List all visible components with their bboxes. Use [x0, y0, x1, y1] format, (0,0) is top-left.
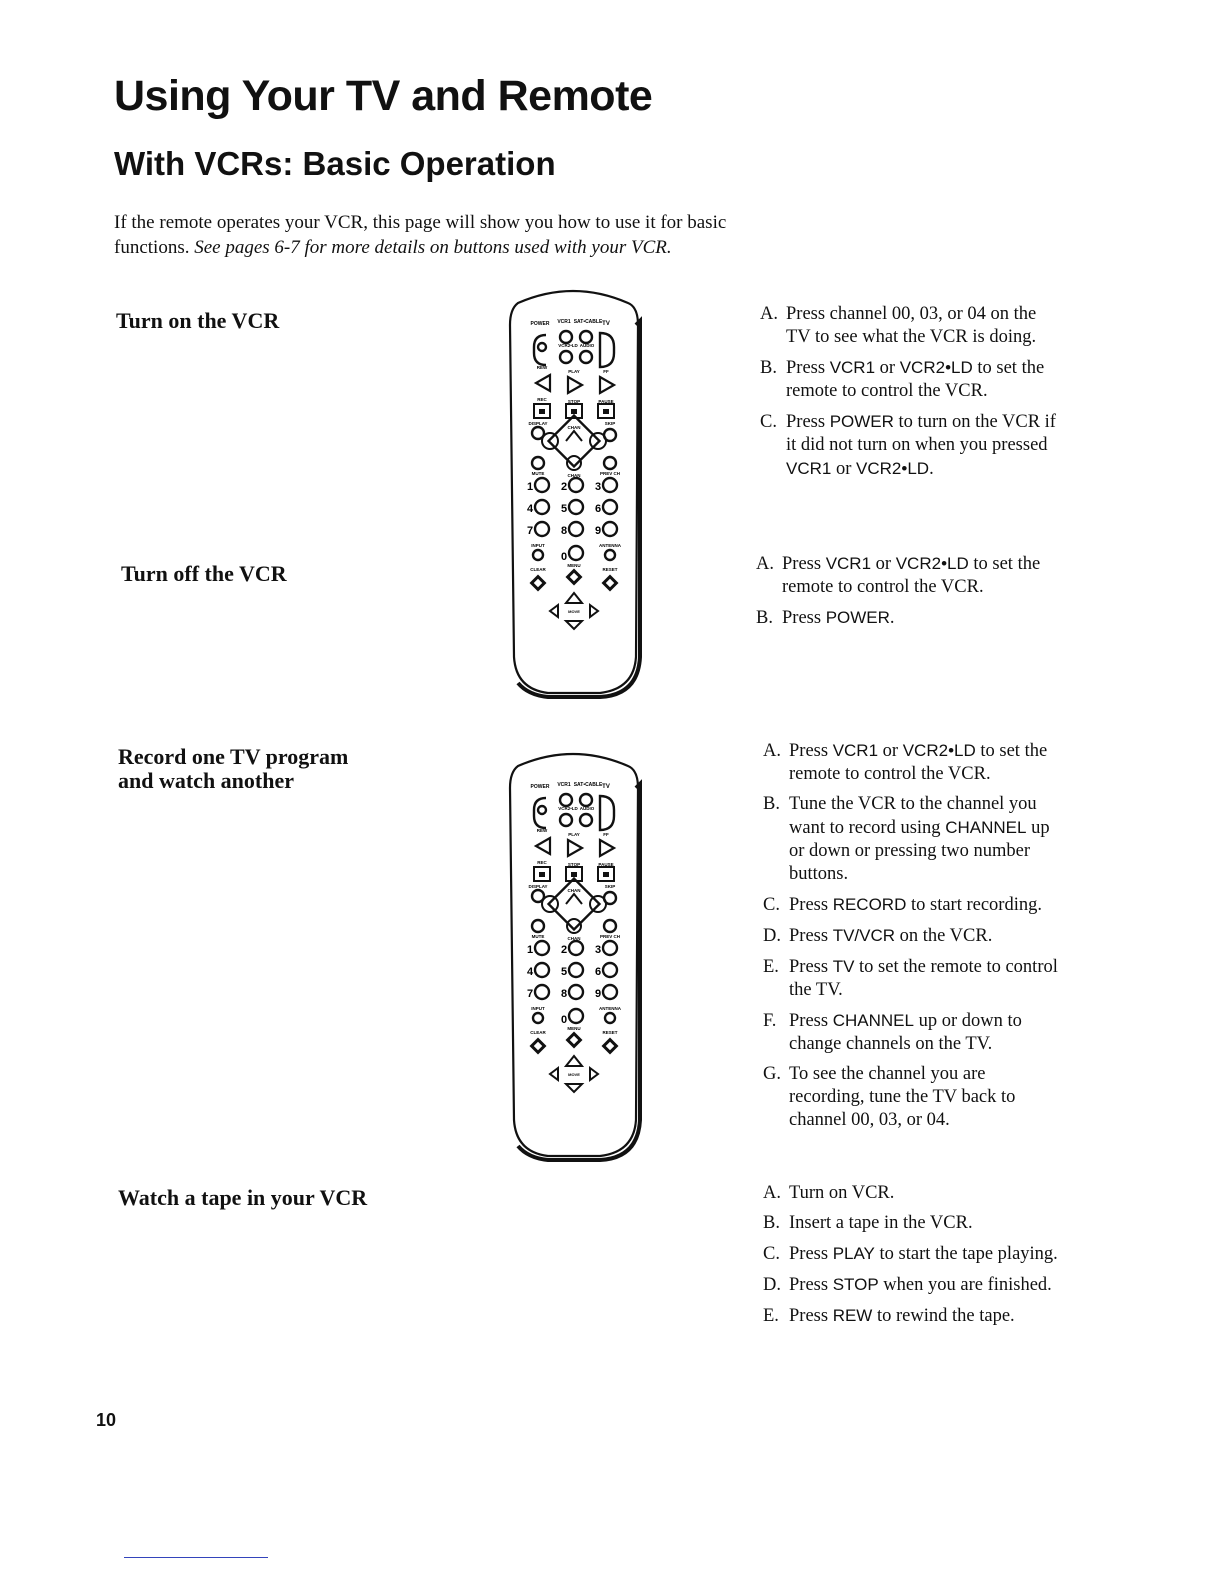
step-letter: A. — [756, 554, 774, 574]
remote-label: STOP — [567, 862, 581, 867]
step-letter: D. — [763, 1275, 781, 1295]
remote-label: ANTENNA — [599, 1006, 621, 1011]
step-item — [763, 955, 1063, 1002]
section-title-turn-off: Turn off the VCR — [121, 561, 287, 586]
remote-svg-2 — [488, 748, 658, 1168]
remote-label: 6 — [594, 966, 602, 978]
remote-label: DISPLAY — [528, 884, 548, 889]
step-text: to turn on the VCR if it did not turn on when you pressed — [786, 412, 1056, 455]
step-letter: B. — [760, 358, 777, 378]
step-letter: A. — [763, 1183, 781, 1203]
step-text: To see the channel you are recording, tune the TV back to channel 00, 03, or 04. — [789, 1064, 1016, 1130]
step-item — [763, 1304, 1063, 1328]
step-text: Press — [789, 1306, 833, 1326]
step-letter: E. — [763, 957, 779, 977]
step-text: Insert a tape in the VCR. — [789, 1213, 973, 1233]
step-letter: C. — [763, 895, 780, 915]
steps-turn-on — [760, 303, 1060, 488]
remote-label: MUTE — [531, 471, 545, 476]
intro-reference: See pages 6-7 for more details on buttons used with your VCR. — [194, 237, 672, 258]
remote-label: CHAN — [567, 936, 581, 941]
remote-label: POWER — [530, 784, 550, 790]
remote-label: 3 — [594, 481, 602, 493]
remote-label: PREV CH — [599, 934, 621, 939]
step-text: Press — [789, 1011, 833, 1031]
section-title-watch-tape: Watch a tape in your VCR — [118, 1185, 368, 1210]
step-text: Press — [789, 741, 833, 761]
step-text: Press — [789, 957, 833, 977]
step-item — [763, 1212, 1063, 1235]
remote-label: CHAN — [567, 473, 581, 478]
button-name: VCR2•LD — [899, 358, 973, 377]
button-name: TV/VCR — [832, 926, 896, 945]
footer-rule — [124, 1557, 268, 1558]
step-item — [756, 552, 1056, 599]
remote-label: 5 — [560, 966, 568, 978]
button-name: CHANNEL — [945, 818, 1027, 837]
remote-label: 0 — [560, 1014, 568, 1026]
remote-label: 1 — [526, 944, 534, 956]
remote-label: PAUSE — [598, 862, 614, 867]
remote-label: 5 — [560, 503, 568, 515]
step-text: or — [831, 459, 857, 479]
step-text: to set the remote to control the VCR. — [782, 554, 1041, 597]
step-text: Press — [782, 608, 826, 628]
button-name: VCR1 — [832, 741, 879, 760]
remote-label: 8 — [560, 988, 568, 1000]
remote-label: 4 — [526, 966, 534, 978]
remote-label: AUDIO — [579, 806, 595, 811]
remote-label: 7 — [526, 525, 534, 537]
steps-turn-off — [756, 552, 1056, 637]
remote-label: PREV CH — [599, 471, 621, 476]
button-name: VCR2•LD — [895, 554, 969, 573]
intro-text: If the remote operates your VCR, this page will show you how to use it for basic functions. — [114, 212, 727, 258]
page-subtitle: With VCRs: Basic Operation — [114, 145, 556, 182]
page-number: 10 — [96, 1410, 117, 1430]
step-text: Press — [786, 358, 830, 378]
remote-label: INPUT — [531, 1006, 545, 1011]
step-item — [763, 1009, 1063, 1056]
remote-label: CLEAR — [530, 1030, 546, 1035]
remote-label: SAT•CABLE — [573, 782, 603, 788]
step-text: Press — [782, 554, 826, 574]
remote-label: MOVE — [568, 609, 580, 614]
remote-label: 9 — [594, 988, 602, 1000]
remote-label: 2 — [560, 481, 568, 493]
step-letter: F. — [763, 1011, 777, 1031]
button-name: VCR2•LD — [856, 459, 930, 478]
remote-label: FF — [603, 832, 609, 837]
step-item — [763, 739, 1063, 786]
step-item — [763, 1273, 1063, 1297]
step-item — [763, 793, 1063, 886]
remote-label: 4 — [526, 503, 534, 515]
button-name: CHANNEL — [832, 1011, 914, 1030]
remote-label: STOP — [567, 399, 581, 404]
remote-label: REC — [537, 860, 547, 865]
remote-label: ANTENNA — [599, 543, 621, 548]
button-name: RECORD — [832, 895, 907, 914]
step-text: up or down to change channels on the TV. — [789, 1011, 1022, 1054]
section-title-record-line1: Record one TV program — [118, 744, 349, 769]
step-text: to set the remote to control the VCR. — [786, 358, 1045, 401]
remote-label: 2 — [560, 944, 568, 956]
step-item — [763, 893, 1063, 917]
step-text: Press — [789, 895, 833, 915]
steps-record — [763, 739, 1063, 1139]
step-text: Press — [789, 926, 833, 946]
steps-watch-tape — [763, 1182, 1063, 1335]
remote-label: PLAY — [568, 369, 580, 374]
step-item — [760, 410, 1060, 481]
button-name: STOP — [832, 1275, 879, 1294]
button-name: PLAY — [832, 1244, 875, 1263]
step-item — [763, 1242, 1063, 1266]
page-title: Using Your TV and Remote — [114, 72, 653, 120]
step-letter: E. — [763, 1306, 779, 1326]
step-text: or — [878, 741, 903, 761]
step-letter: B. — [763, 1213, 780, 1233]
remote-label: 7 — [526, 988, 534, 1000]
remote-label: REW — [536, 828, 548, 833]
step-letter: B. — [763, 794, 780, 814]
remote-label: RESET — [602, 567, 618, 572]
remote-label: PAUSE — [598, 399, 614, 404]
remote-label: VCR2•LD — [558, 343, 578, 348]
step-text: up or down or pressing two number buttons. — [789, 818, 1050, 884]
remote-illustration-2 — [488, 748, 658, 1173]
remote-label: 1 — [526, 481, 534, 493]
intro-paragraph — [114, 210, 754, 260]
button-name: VCR1 — [829, 358, 876, 377]
remote-label: CHAN — [567, 425, 581, 430]
remote-label: INPUT — [531, 543, 545, 548]
remote-label: VCR1 — [557, 319, 571, 325]
remote-label: 8 — [560, 525, 568, 537]
remote-label: MENU — [567, 1026, 581, 1031]
remote-label: 0 — [560, 551, 568, 563]
step-text: when you are finished. — [878, 1275, 1052, 1295]
remote-label: CLEAR — [530, 567, 546, 572]
step-text: Press — [789, 1244, 833, 1264]
step-letter: G. — [763, 1064, 781, 1084]
remote-label: PLAY — [568, 832, 580, 837]
step-text: Tune the VCR to the channel you want to record using — [789, 794, 1037, 838]
remote-label: AUDIO — [579, 343, 595, 348]
button-name: VCR1 — [786, 459, 832, 478]
step-text: Turn on VCR. — [789, 1183, 895, 1203]
step-letter: A. — [763, 741, 781, 761]
remote-label: MOVE — [568, 1072, 580, 1077]
step-letter: C. — [760, 412, 777, 432]
button-name: VCR2•LD — [902, 741, 976, 760]
remote-label: MENU — [567, 563, 581, 568]
step-item — [756, 606, 1056, 630]
remote-label: 9 — [594, 525, 602, 537]
step-text: to rewind the tape. — [872, 1306, 1015, 1326]
button-name: REW — [832, 1306, 873, 1325]
step-item — [760, 356, 1060, 403]
step-letter: A. — [760, 304, 778, 324]
remote-illustration-1 — [488, 285, 658, 710]
remote-label: 3 — [594, 944, 602, 956]
remote-label: 6 — [594, 503, 602, 515]
remote-label: CHAN — [567, 888, 581, 893]
step-text: to set the remote to control the VCR. — [789, 741, 1048, 784]
step-text: to set the remote to control the TV. — [789, 957, 1058, 1000]
step-letter: D. — [763, 926, 781, 946]
step-text: Press channel 00, 03, or 04 on the TV to see what the VCR is doing. — [786, 304, 1037, 347]
remote-label: SKIP — [604, 884, 616, 889]
remote-label: TV — [602, 784, 610, 790]
step-text: Press — [786, 412, 830, 432]
step-text: . — [889, 608, 895, 628]
remote-label: VCR1 — [557, 782, 571, 788]
remote-label: DISPLAY — [528, 421, 548, 426]
button-name: POWER — [829, 412, 894, 431]
section-title-record — [118, 745, 348, 793]
section-title-record-line2: and watch another — [118, 768, 295, 793]
step-letter: B. — [756, 608, 773, 628]
step-text: Press — [789, 1275, 833, 1295]
remote-svg-1 — [488, 285, 658, 705]
button-name: VCR1 — [825, 554, 872, 573]
remote-label: RESET — [602, 1030, 618, 1035]
remote-label: SAT•CABLE — [573, 319, 603, 325]
remote-label: VCR2•LD — [558, 806, 578, 811]
remote-label: REW — [536, 365, 548, 370]
step-item — [763, 924, 1063, 948]
remote-label: FF — [603, 369, 609, 374]
remote-label: SKIP — [604, 421, 616, 426]
remote-label: MUTE — [531, 934, 545, 939]
step-text: to start recording. — [906, 895, 1042, 915]
button-name: POWER — [825, 608, 890, 627]
remote-label: REC — [537, 397, 547, 402]
step-item — [763, 1063, 1063, 1132]
button-name: TV — [832, 957, 855, 976]
remote-label: POWER — [530, 321, 550, 327]
step-text: or — [871, 554, 896, 574]
step-item — [763, 1182, 1063, 1205]
step-item — [760, 303, 1060, 349]
step-text: . — [929, 459, 934, 479]
remote-label: TV — [602, 321, 610, 327]
step-letter: C. — [763, 1244, 780, 1264]
step-text: on the VCR. — [895, 926, 993, 946]
section-title-turn-on: Turn on the VCR — [116, 308, 280, 333]
step-text: to start the tape playing. — [874, 1244, 1058, 1264]
step-text: or — [875, 358, 900, 378]
